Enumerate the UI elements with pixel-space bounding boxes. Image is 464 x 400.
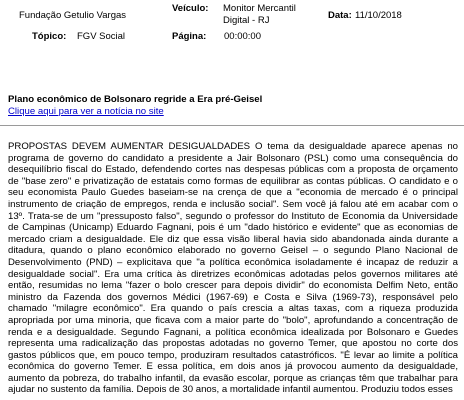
article-body: PROPOSTAS DEVEM AUMENTAR DESIGUALDADES O tema da desigualdade aparece apenas no programa de governo do candidato a presidente a Jair Bolsonaro (PSL) como uma consequência do desequilíbrio fiscal do Estado, defendendo cortes nas despesas públicas com a proposta de orçamento de "base zero" e privatização de estatais como formas de equilibrar as contas públicas. O candidato e o seu economista Paulo Guedes baseiam-se na crença de que a "economia de mercado é o principal instrumento de criação de empregos, renda e inclusão social". Sem você já falou até em acabar com o 13º. Trata-se de um "pressuposto falso", segundo o professor do Instituto de Economia da Universidade de Campinas (Unicamp) Eduardo Fagnani, pois é um "dado histórico e evidente" que as economias de mercado criam a desigualdade. Ele diz que essa visão liberal havia sido abandonada ainda durante a ditadura, quando o plano econômico elaborado no governo Geisel – o segundo Plano Nacional de Desenvolvimento (PND) – explicitava que "a política econômica isoladamente é incapaz de reduzir a desigualdade social". Era uma crítica às diretrizes econômicas adotadas pelos governos militares até então, resumidas no lema "fazer o bolo crescer para depois dividir" do economista Delfim Neto, então ministro da Fazenda dos governos Médici (1967-69) e Costa e Silva (1969-73), responsável pelo chamado "milagre econômico". Era quando o país crescia a altas taxas, com a riqueza produzida apropriada por uma minoria, que ficava com a maior parte do "bolo", aprofundando a concentração de renda e a desigualdade. Segundo Fagnani, a política econômica idealizada por Bolsonaro e Guedes representa uma radicalização das propostas adotadas no governo Temer, que apostou no corte dos gastos públicos que, em pouco tempo, produziram resultados catastróficos. "É levar ao limite a política econômica do governo Temer. E essa política, em dois anos já provocou aumento da desigualdade, aumento da pobreza, do trabalho infantil, da evasão escolar, porque as crianças têm que trabalhar para ajudar no sustento da família. Depois de 30 anos, a mortalidade infantil aumentou. Produziu todos esses — [8, 141, 458, 396]
clipping-header — [0, 0, 464, 50]
veiculo-value: Monitor Mercantil Digital - RJ — [223, 3, 296, 26]
pagina-value: 00:00:00 — [224, 31, 261, 42]
article-title: Plano econômico de Bolsonaro regride a Era pré-Geisel — [8, 94, 263, 105]
view-on-site-link[interactable]: Clique aqui para ver a notícia no site — [8, 106, 164, 117]
data-value: 11/10/2018 — [355, 10, 402, 21]
data-label: Data: — [328, 10, 352, 21]
veiculo-label: Veículo: — [172, 3, 209, 14]
pagina-label: Página: — [172, 31, 207, 42]
source-value: Fundação Getulio Vargas — [19, 10, 127, 21]
topico-label: Tópico: — [32, 31, 67, 42]
topico-value: FGV Social — [77, 31, 126, 42]
divider — [0, 125, 464, 126]
